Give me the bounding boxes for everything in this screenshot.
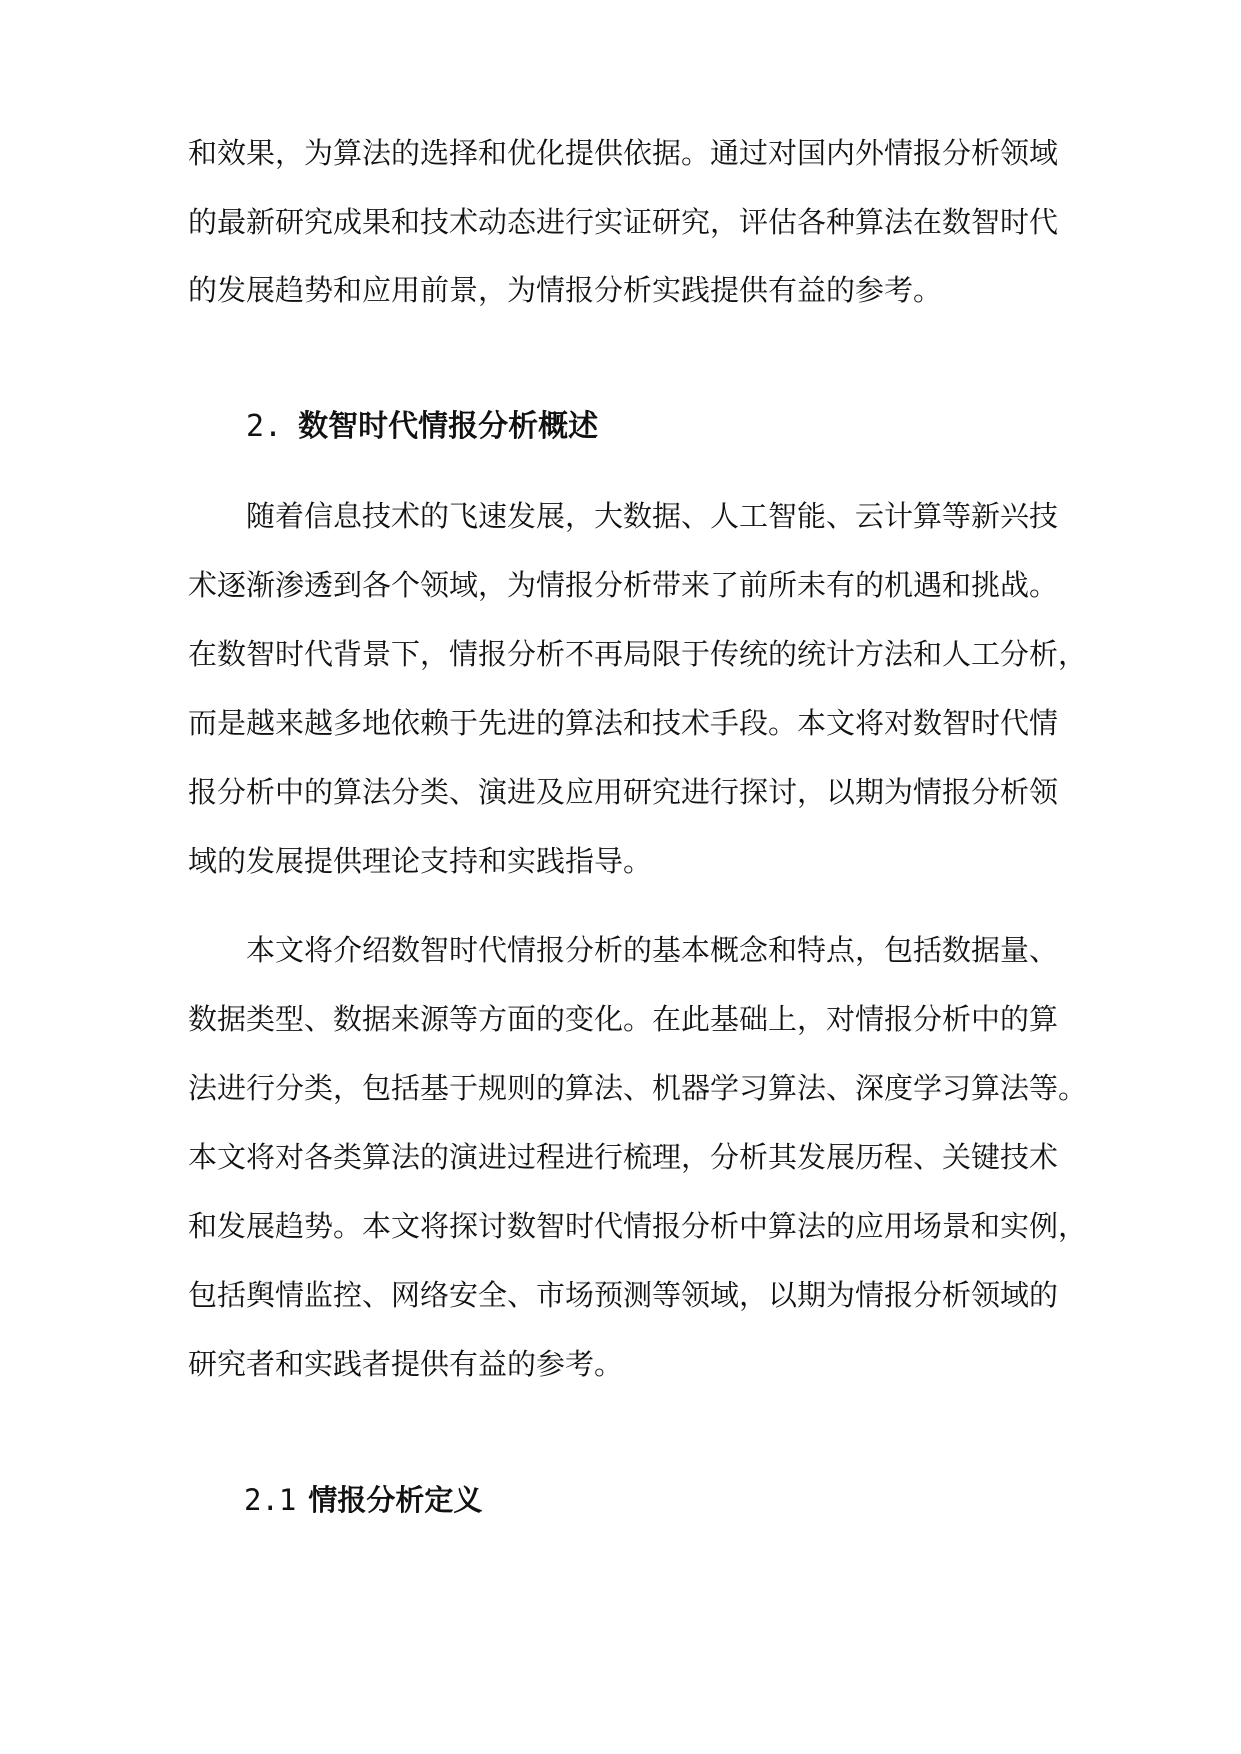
section-2-1-heading bbox=[244, 1481, 1056, 1519]
section-2-heading bbox=[246, 408, 1058, 446]
section-2-title: 数智时代情报分析概述 bbox=[298, 409, 599, 444]
paragraph-2-line-4: 本文将对各类算法的演进过程进行梳理，分析其发展历程、关键技术 bbox=[188, 1140, 1059, 1174]
paragraph-intro-line-3: 的发展趋势和应用前景，为情报分析实践提供有益的参考。 bbox=[188, 273, 943, 307]
paragraph-intro-line-2: 的最新研究成果和技术动态进行实证研究，评估各种算法在数智时代 bbox=[188, 205, 1059, 239]
section-2-number: 2. bbox=[246, 409, 283, 444]
paragraph-2-line-2: 数据类型、数据来源等方面的变化。在此基础上，对情报分析中的算 bbox=[188, 1002, 1059, 1036]
paragraph-2-line-7: 研究者和实践者提供有益的参考。 bbox=[188, 1347, 624, 1381]
section-2-1-number: 2.1 bbox=[244, 1483, 297, 1517]
paragraph-2-line-3: 法进行分类，包括基于规则的算法、机器学习算法、深度学习算法等。 bbox=[188, 1071, 1088, 1105]
paragraph-1-line-6: 域的发展提供理论支持和实践指导。 bbox=[188, 844, 653, 878]
paragraph-1-line-5: 报分析中的算法分类、演进及应用研究进行探讨，以期为情报分析领 bbox=[188, 775, 1059, 809]
paragraph-1-line-4: 而是越来越多地依赖于先进的算法和技术手段。本文将对数智时代情 bbox=[188, 706, 1059, 740]
paragraph-2-line-5: 和发展趋势。本文将探讨数智时代情报分析中算法的应用场景和实例， bbox=[188, 1209, 1088, 1243]
paragraph-2-line-6: 包括舆情监控、网络安全、市场预测等领域，以期为情报分析领域的 bbox=[188, 1278, 1059, 1312]
paragraph-1-line-2: 术逐渐渗透到各个领域，为情报分析带来了前所未有的机遇和挑战。 bbox=[188, 568, 1059, 602]
paragraph-1-line-3: 在数智时代背景下，情报分析不再局限于传统的统计方法和人工分析， bbox=[188, 637, 1088, 671]
paragraph-1-line-1: 随着信息技术的飞速发展，大数据、人工智能、云计算等新兴技 bbox=[246, 499, 1059, 533]
section-2-1-title: 情报分析定义 bbox=[308, 1483, 483, 1517]
paragraph-intro-line-1: 和效果，为算法的选择和优化提供依据。通过对国内外情报分析领域 bbox=[188, 136, 1059, 170]
paragraph-2-line-1: 本文将介绍数智时代情报分析的基本概念和特点，包括数据量、 bbox=[246, 933, 1059, 967]
